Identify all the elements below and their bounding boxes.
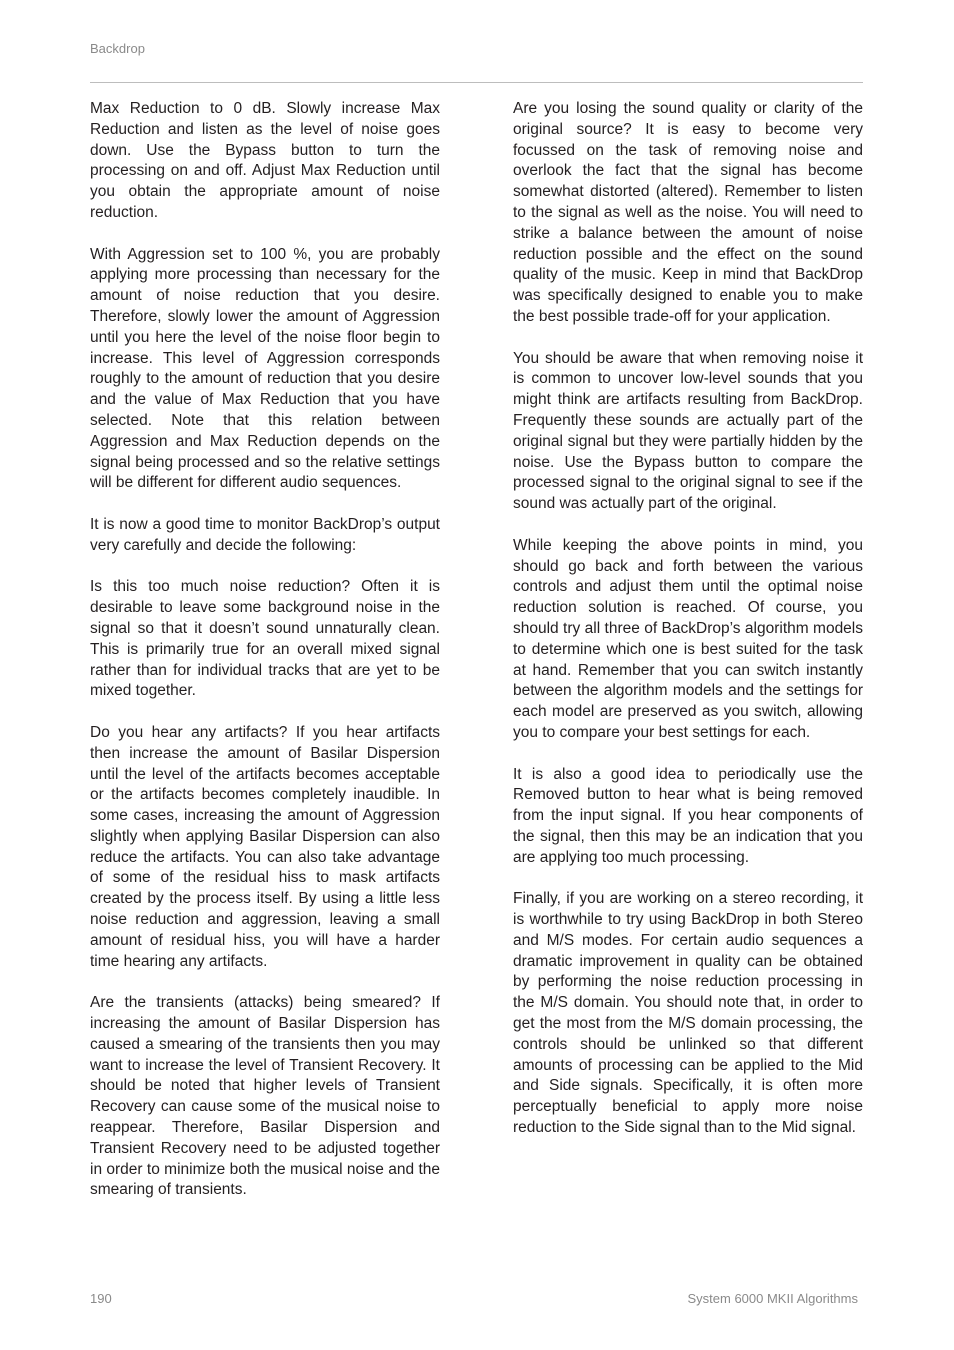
running-header: Backdrop <box>90 41 145 56</box>
paragraph: Max Reduction to 0 dB. Slowly increase Max Reduction and listen as the level of noise goes down. Use the Bypass button to turn the processing on and off. Adjust Max Reduction until you obtain the appropriate amount of noise reduction. <box>90 100 440 221</box>
header-divider <box>90 82 863 83</box>
right-column <box>513 99 863 1160</box>
paragraph: Are you losing the sound quality or clarity of the original source? It is easy to become very focussed on the task of removing noise and overlook the fact that the signal has become somewhat distorted (altered). Remember to listen to the signal as well as the noise. You will need to strike a balance between the amount of noise reduction possible and the effect on the sound quality of the music. Keep in mind that BackDrop was specifically designed to enable you to make the best possible trade-off for your application. <box>513 100 863 325</box>
paragraph: Do you hear any artifacts? If you hear artifacts then increase the amount of Basilar Dispersion until the level of the artifacts becomes acceptable or the artifacts becomes completely inaudible. In some cases, increasing the amount of Aggression slightly when applying Basilar Dispersion can also reduce the artifacts. You can also take advantage of some of the residual hiss to mask artifacts created by the process itself. By using a little less noise reduction and aggression, leaving a small amount of residual hiss, you will have a harder time hearing any artifacts. <box>90 723 440 970</box>
paragraph: With Aggression set to 100 %, you are probably applying more processing than necessary for the amount of noise reduction that you desire. Therefore, slowly lower the amount of Aggression until you here the level of the noise floor begin to increase. This level of Aggression corresponds roughly to the amount of reduction that you desire and the value of Max Reduction that you have selected. Note that this relation between Aggression and Max Reduction depends on the signal being processed and so the relative settings will be different for different audio sequences. <box>90 245 440 492</box>
paragraph: Finally, if you are working on a stereo recording, it is worthwhile to try using BackDrop in both Stereo and M/S modes. For certain audio sequences a dramatic improvement in quality can be obtained by performing the noise reduction processing in the M/S domain. You should note that, in order to get the most from the M/S domain processing, the controls should be unlinked so that different amounts of processing can be applied to the Mid and Side signals. Specifically, it is often more perceptually beneficial to apply more noise reduction to the Side signal than to the Mid signal. <box>513 890 863 1137</box>
left-column <box>90 99 440 1222</box>
paragraph: Is this too much noise reduction? Often it is desirable to leave some background noise in the signal so that it doesn’t sound unnaturally clean. This is primarily true for an overall mixed signal rather than for individual tracks that are yet to be mixed together. <box>90 578 440 700</box>
paragraph: You should be aware that when removing noise it is common to uncover low-level sounds that you might think are artifacts resulting from BackDrop. Frequently these sounds are actually part of the original signal but they were partially hidden by the noise. Use the Bypass button to compare the processed signal to the original signal to see if the sound was actually part of the original. <box>513 349 863 513</box>
paragraph: Are the transients (attacks) being smeared? If increasing the amount of Basilar Dispersion has caused a smearing of the transients then you may want to increase the level of Transient Recovery. It should be noted that higher levels of Transient Recovery can cause some of the musical noise to reappear. Therefore, Basilar Dispersion and Transient Recovery need to be adjusted together in order to minimize both the musical noise and the smearing of transients. <box>90 994 440 1199</box>
paragraph: While keeping the above points in mind, you should go back and forth between the various controls and adjust them until the optimal noise reduction solution is reached. Of course, you should try all three of BackDrop’s algorithm models to determine which one is best suited for the task at hand. Remember that you can switch instantly between the algorithm models and the settings for each model are preserved as you switch, allowing you to compare your best settings for each. <box>513 536 863 741</box>
paragraph: It is also a good idea to periodically use the Removed button to hear what is being removed from the input signal. If you hear components of the signal, then this may be an indication that you are applying too much processing. <box>513 765 863 866</box>
footer-title: System 6000 MKII Algorithms <box>687 1291 858 1306</box>
paragraph: It is now a good time to monitor BackDrop’s output very carefully and decide the following: <box>90 515 440 554</box>
page-number: 190 <box>90 1291 112 1306</box>
